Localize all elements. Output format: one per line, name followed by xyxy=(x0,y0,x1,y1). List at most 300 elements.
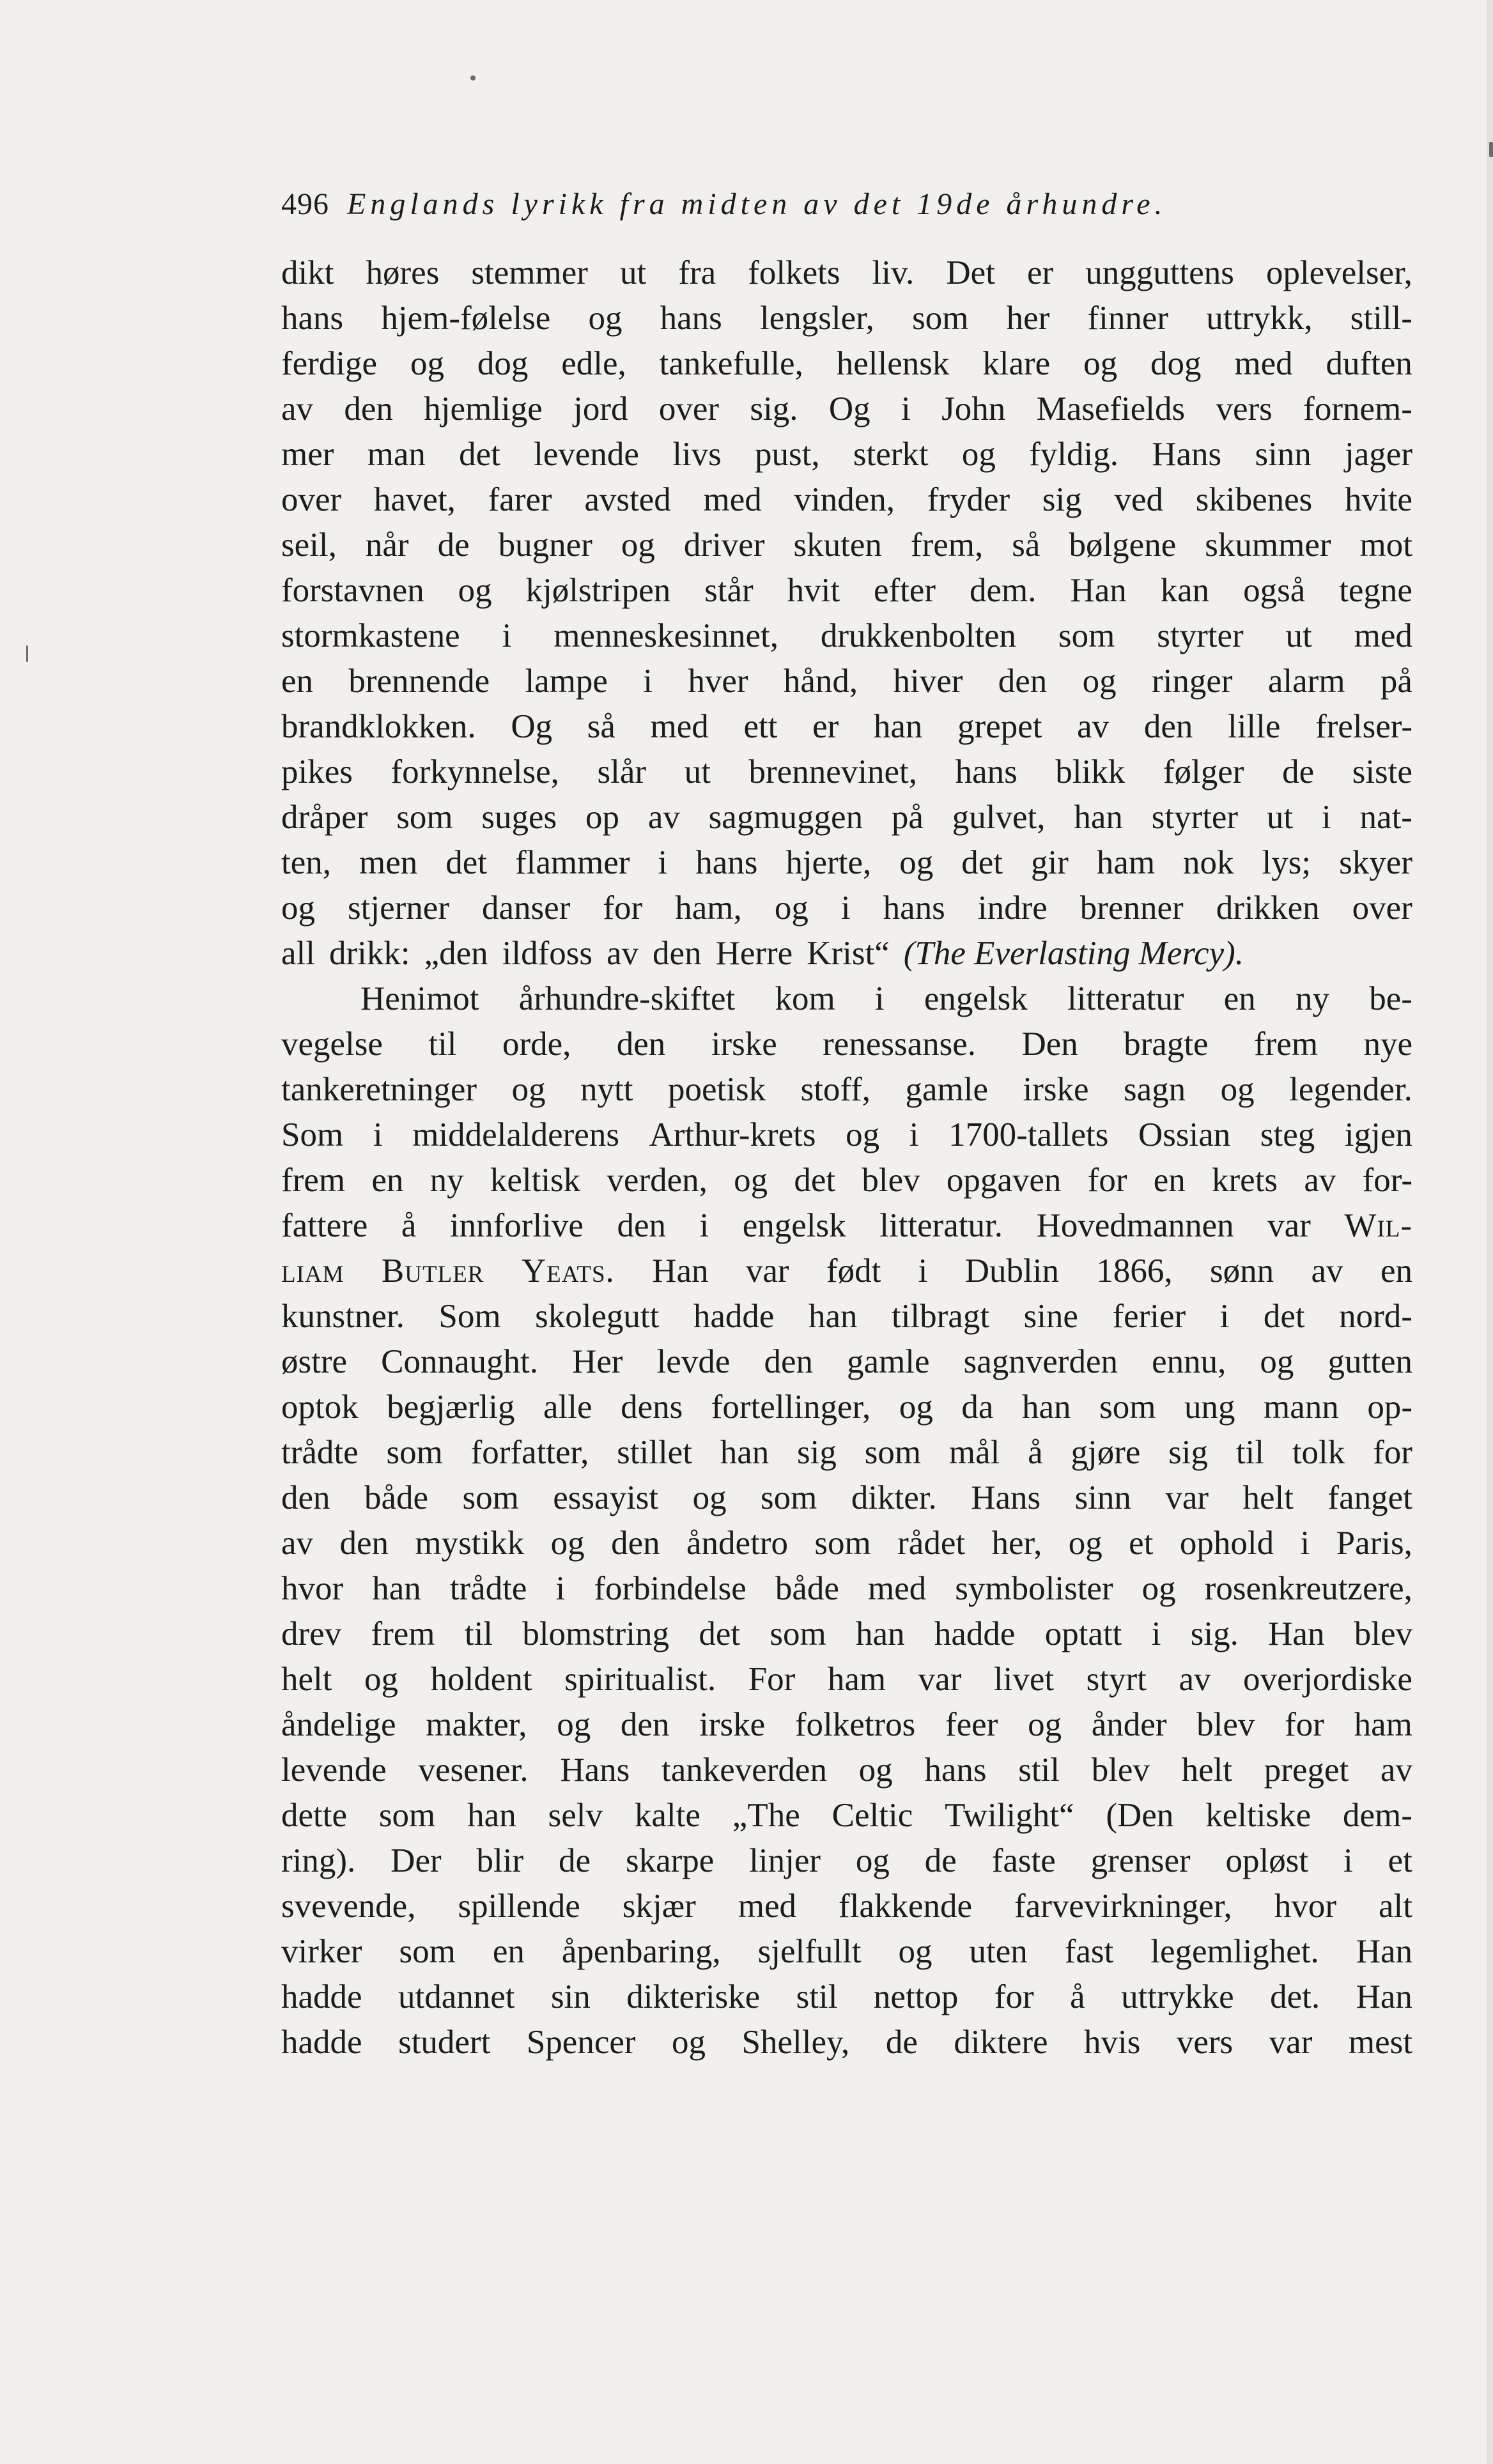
word: som xyxy=(761,1479,817,1516)
word: ham xyxy=(827,1661,886,1698)
word: i xyxy=(555,1570,566,1607)
word: Arthur-krets xyxy=(649,1116,816,1153)
scan-speck xyxy=(26,645,28,662)
word: Og xyxy=(828,390,870,427)
word: hadde xyxy=(281,1978,362,2015)
text-line xyxy=(281,1702,1412,1748)
word: og xyxy=(1220,1071,1255,1108)
word: dikter. xyxy=(851,1479,937,1516)
word: Shelley, xyxy=(741,2024,850,2061)
word: helt xyxy=(281,1661,332,1698)
word: danser xyxy=(482,889,571,927)
word: så xyxy=(587,708,615,745)
word: grenser xyxy=(1090,1842,1191,1879)
word: dog xyxy=(477,345,529,382)
word: med xyxy=(867,1570,927,1607)
word: og xyxy=(281,889,315,927)
word: legemlighet. xyxy=(1150,1933,1319,1970)
word: alarm xyxy=(1267,663,1345,700)
word: middelalderens xyxy=(412,1116,619,1153)
word: edle, xyxy=(561,345,626,382)
word: Hans xyxy=(560,1752,630,1789)
word: 1866, xyxy=(1096,1252,1173,1290)
word: Den xyxy=(1021,1026,1078,1063)
word: og xyxy=(550,1525,585,1562)
word: sagmuggen xyxy=(708,799,863,836)
word: ut xyxy=(684,753,711,790)
word: gjøre xyxy=(1071,1434,1141,1471)
word: i xyxy=(699,1207,709,1244)
word: sig xyxy=(1042,481,1082,518)
word: ham xyxy=(1096,844,1156,881)
word: blev xyxy=(1354,1615,1412,1652)
text-line xyxy=(281,1203,1412,1249)
word: litteratur. xyxy=(879,1207,1003,1244)
word: blev xyxy=(862,1162,920,1199)
word: over xyxy=(1352,889,1412,927)
word: i xyxy=(909,1116,919,1153)
word: havet, xyxy=(373,481,456,518)
word: avsted xyxy=(584,481,671,518)
word: makter, xyxy=(426,1706,527,1743)
word: og xyxy=(1028,1706,1062,1743)
word: sig xyxy=(1168,1434,1209,1471)
word: litteratur xyxy=(1067,980,1184,1017)
word: alt xyxy=(1379,1888,1412,1925)
word: som xyxy=(912,300,969,337)
word: tankefulle, xyxy=(659,345,803,382)
text-line xyxy=(281,1612,1412,1657)
word: i xyxy=(874,980,885,1017)
word: av xyxy=(1304,1162,1336,1199)
text-line xyxy=(281,1657,1412,1702)
word: av xyxy=(1380,1752,1412,1789)
word: Herre xyxy=(715,935,793,972)
word: gulvet, xyxy=(952,799,1046,836)
word: over xyxy=(658,390,720,427)
word: Han xyxy=(652,1252,709,1290)
word: den xyxy=(611,1525,660,1562)
word: var xyxy=(745,1252,789,1290)
text-line xyxy=(281,1884,1412,1929)
word: studert xyxy=(398,2024,491,2061)
word: overjordiske xyxy=(1243,1661,1412,1698)
word: mest xyxy=(1348,2024,1412,2061)
word: ånder xyxy=(1091,1706,1167,1743)
word: flakkende xyxy=(839,1888,972,1925)
word: Som xyxy=(438,1298,501,1335)
word: keltiske xyxy=(1205,1797,1311,1834)
word: for xyxy=(603,889,643,927)
word: lampe xyxy=(525,663,608,700)
word: op xyxy=(585,799,619,836)
word: lille xyxy=(1227,708,1281,745)
word: Twilight“ xyxy=(945,1797,1074,1834)
word: er xyxy=(1027,254,1054,291)
word: for xyxy=(994,1978,1034,2015)
word: ten, xyxy=(281,844,331,881)
word: Connaught. xyxy=(381,1343,538,1380)
word: pust, xyxy=(755,436,820,473)
text-line xyxy=(281,1022,1412,1067)
word: det. xyxy=(1270,1978,1320,2015)
word: å xyxy=(401,1207,417,1244)
word: tolk xyxy=(1292,1434,1345,1471)
word: blev xyxy=(1091,1752,1150,1789)
text-line xyxy=(281,250,1412,296)
word: Paris, xyxy=(1336,1525,1412,1562)
word: kan xyxy=(1160,572,1210,609)
word: det xyxy=(459,436,500,473)
word: og xyxy=(621,527,655,564)
word: og xyxy=(410,345,444,382)
word: skibenes xyxy=(1195,481,1313,518)
word: Som xyxy=(281,1116,344,1153)
word: stillet xyxy=(617,1434,692,1471)
word: sinn xyxy=(1255,436,1311,473)
word: og xyxy=(961,436,996,473)
word: trådte xyxy=(449,1570,527,1607)
text-line xyxy=(281,568,1412,613)
word: tankeverden xyxy=(661,1752,827,1789)
text-line xyxy=(281,1067,1412,1113)
text-line xyxy=(281,1385,1412,1430)
word: bølgene xyxy=(1069,527,1177,564)
word: slår xyxy=(597,753,647,790)
word: ny xyxy=(429,1162,464,1199)
word: av xyxy=(647,799,680,836)
word: følger xyxy=(1163,753,1244,790)
word: hans xyxy=(660,300,722,337)
word: styrt xyxy=(1086,1661,1147,1698)
word: den xyxy=(620,1706,670,1743)
word: han xyxy=(856,1615,905,1652)
word: skuten xyxy=(793,527,882,564)
word: den xyxy=(617,1207,666,1244)
word: diktere xyxy=(954,2024,1048,2061)
word: et xyxy=(1388,1842,1412,1879)
word: hellensk xyxy=(836,345,950,382)
word: driver xyxy=(683,527,765,564)
running-title: Englands lyrikk fra midten av det 19de århundre. xyxy=(347,187,1167,221)
scan-speck xyxy=(470,75,476,81)
word: duften xyxy=(1326,345,1412,382)
body-text xyxy=(281,250,1412,2065)
word: spillende xyxy=(458,1888,580,1925)
smallcaps-word: Butler xyxy=(381,1252,484,1290)
word: av xyxy=(607,935,639,972)
word: hadde xyxy=(934,1615,1016,1652)
word: sjelfullt xyxy=(757,1933,862,1970)
word: fryder xyxy=(927,481,1010,518)
word: hvite xyxy=(1344,481,1412,518)
word: uttrykke xyxy=(1121,1978,1234,2015)
word: han xyxy=(1021,1389,1071,1426)
word: det xyxy=(1263,1298,1305,1335)
word: frelser- xyxy=(1315,708,1412,745)
text-line xyxy=(281,976,1412,1022)
word: selv xyxy=(548,1797,603,1834)
word: og xyxy=(588,300,623,337)
word: forstavnen xyxy=(281,572,424,609)
word: flammer xyxy=(514,844,630,881)
word: krets xyxy=(1212,1162,1278,1199)
word: da xyxy=(961,1389,994,1426)
word: han xyxy=(720,1434,770,1471)
word: åndelige xyxy=(281,1706,396,1743)
word: jord xyxy=(573,390,628,427)
word: sagnverden xyxy=(963,1343,1118,1380)
word: renessanse. xyxy=(823,1026,977,1063)
word: stemmer xyxy=(471,254,588,291)
word: av xyxy=(1179,1661,1211,1698)
word: ennu, xyxy=(1152,1343,1226,1380)
word: og xyxy=(1141,1570,1176,1607)
word: orde, xyxy=(502,1026,571,1063)
word: med xyxy=(1354,617,1412,654)
word: folketros xyxy=(794,1706,916,1743)
word: han xyxy=(808,1298,858,1335)
word: mot xyxy=(1359,527,1412,564)
word: legender. xyxy=(1289,1071,1412,1108)
word: i xyxy=(658,844,668,881)
word: ferdige xyxy=(281,345,378,382)
word: Spencer xyxy=(526,2024,636,2061)
word: det xyxy=(699,1615,741,1652)
word: og xyxy=(511,1071,546,1108)
word: irske xyxy=(699,1706,766,1743)
word: her, xyxy=(991,1525,1042,1562)
word: står xyxy=(704,572,754,609)
word: Henimot xyxy=(360,980,479,1017)
word: frem, xyxy=(910,527,984,564)
word: den xyxy=(1143,708,1193,745)
word: ut xyxy=(1266,799,1294,836)
word: sinn xyxy=(1074,1479,1131,1516)
word: optatt xyxy=(1044,1615,1122,1652)
word: op- xyxy=(1367,1389,1412,1426)
word: frem xyxy=(281,1162,346,1199)
word: gamle xyxy=(847,1343,930,1380)
word: tilbragt xyxy=(891,1298,990,1335)
word: stormkastene xyxy=(281,617,460,654)
word: og xyxy=(692,1479,727,1516)
word: og xyxy=(672,2024,706,2061)
word: frem xyxy=(371,1615,435,1652)
word: man xyxy=(367,436,426,473)
word: grepet xyxy=(957,708,1042,745)
word: hånd, xyxy=(783,663,858,700)
word: og xyxy=(899,844,934,881)
word: helt xyxy=(1242,1479,1294,1516)
text-line xyxy=(281,1838,1412,1884)
word: blikk xyxy=(1055,753,1126,790)
word: John xyxy=(941,390,1006,427)
word: hvor xyxy=(281,1570,344,1607)
word: drikken xyxy=(1216,889,1320,927)
word: vers xyxy=(1216,390,1273,427)
word: stil xyxy=(796,1978,838,2015)
word: optok xyxy=(281,1389,359,1426)
word: nord- xyxy=(1339,1298,1412,1335)
word: han xyxy=(372,1570,421,1607)
word: de xyxy=(885,2024,918,2061)
word: det xyxy=(794,1162,836,1199)
word: drikk: xyxy=(329,935,410,972)
text-line xyxy=(281,1566,1412,1612)
word: kalte xyxy=(634,1797,700,1834)
text-line xyxy=(281,704,1412,750)
word: Celtic xyxy=(832,1797,913,1834)
word: over xyxy=(281,481,342,518)
word: i xyxy=(901,390,911,427)
word: levende xyxy=(534,436,639,473)
word: var xyxy=(918,1661,962,1698)
word: fyldig. xyxy=(1029,436,1118,473)
word: sine xyxy=(1023,1298,1078,1335)
word: og xyxy=(734,1162,768,1199)
word: var xyxy=(1269,2024,1313,2061)
word: trådte xyxy=(281,1434,359,1471)
word: lengsler, xyxy=(759,300,874,337)
word: han xyxy=(467,1797,516,1834)
word: han xyxy=(1074,799,1123,836)
word: sterkt xyxy=(853,436,929,473)
word: fast xyxy=(1064,1933,1114,1970)
word: og xyxy=(557,1706,591,1743)
word: åpenbaring, xyxy=(561,1933,721,1970)
word: til xyxy=(464,1615,493,1652)
word: hjem-følelse xyxy=(381,300,551,337)
word: gutten xyxy=(1327,1343,1412,1380)
word: ut xyxy=(1285,617,1312,654)
word: å xyxy=(1028,1434,1043,1471)
word: er xyxy=(812,708,839,745)
word: hvor xyxy=(1274,1888,1336,1925)
word: nettop xyxy=(873,1978,959,2015)
word: til xyxy=(428,1026,457,1063)
word: Her xyxy=(572,1343,623,1380)
word: efter xyxy=(874,572,936,609)
text-line xyxy=(281,296,1412,341)
word: til xyxy=(1235,1434,1265,1471)
word: indre xyxy=(977,889,1048,927)
word: som xyxy=(396,799,453,836)
word: sagn xyxy=(1124,1071,1186,1108)
page-edge-shadow xyxy=(1487,0,1493,2464)
word: hans xyxy=(695,844,758,881)
word: både xyxy=(775,1570,839,1607)
word: utdannet xyxy=(398,1978,515,2015)
word: med xyxy=(738,1888,797,1925)
running-head xyxy=(281,185,1167,224)
scan-speck xyxy=(1489,142,1493,157)
word: siste xyxy=(1352,753,1412,790)
word: blev xyxy=(1196,1706,1255,1743)
word: 1700-tallets xyxy=(948,1116,1109,1153)
word: Han xyxy=(1356,1978,1412,2015)
word: rosenkreutzere, xyxy=(1204,1570,1412,1607)
word: levde xyxy=(656,1343,731,1380)
word: hjemlige xyxy=(424,390,543,427)
word: ringer xyxy=(1152,663,1233,700)
word: dog xyxy=(1150,345,1202,382)
word: forbindelse xyxy=(594,1570,746,1607)
word: den xyxy=(764,1343,813,1380)
word: ring). xyxy=(281,1842,356,1879)
word: en xyxy=(1223,980,1256,1017)
word: for xyxy=(1087,1162,1127,1199)
word: en xyxy=(371,1162,404,1199)
word: be- xyxy=(1369,980,1412,1017)
word: mer xyxy=(281,436,334,473)
word: steg xyxy=(1260,1116,1315,1153)
word: Hovedmannen xyxy=(1036,1207,1234,1244)
word: hadde xyxy=(281,2024,362,2061)
word: irske xyxy=(1023,1071,1089,1108)
word: linjer xyxy=(749,1842,821,1879)
text-line xyxy=(281,1521,1412,1566)
word: dens xyxy=(621,1389,683,1426)
word: preget xyxy=(1264,1752,1349,1789)
word: for xyxy=(1373,1434,1412,1471)
word: Han xyxy=(1356,1933,1412,1970)
text-line xyxy=(281,931,1412,976)
text-line xyxy=(281,1793,1412,1838)
word: en xyxy=(1380,1252,1412,1290)
text-line xyxy=(281,886,1412,931)
word: For xyxy=(748,1661,796,1698)
word: all xyxy=(281,935,315,972)
word: hver xyxy=(688,663,748,700)
word: med xyxy=(650,708,709,745)
word: ophold xyxy=(1179,1525,1274,1562)
word: livs xyxy=(672,436,722,473)
word: av xyxy=(281,390,314,427)
word: brandklokken. xyxy=(281,708,476,745)
word: dråper xyxy=(281,799,368,836)
text-line xyxy=(281,1339,1412,1385)
word: hiver xyxy=(893,663,963,700)
text-line xyxy=(281,523,1412,568)
word: vers xyxy=(1176,2024,1234,2061)
word: symbolister xyxy=(955,1570,1113,1607)
word: sig. xyxy=(1190,1615,1239,1652)
word: ferier xyxy=(1112,1298,1186,1335)
word: essayist xyxy=(553,1479,659,1516)
word: Han xyxy=(1070,572,1127,609)
word: ung xyxy=(1184,1389,1235,1426)
word: fra xyxy=(678,254,716,291)
word: alle xyxy=(543,1389,592,1426)
word: seil, xyxy=(281,527,337,564)
word: stoff, xyxy=(800,1071,871,1108)
word: rådet xyxy=(897,1525,966,1562)
word: engelsk xyxy=(742,1207,846,1244)
word: så xyxy=(1012,527,1040,564)
word: sin xyxy=(550,1978,591,2015)
word: Hans xyxy=(1152,436,1222,473)
text-line xyxy=(281,1975,1412,2020)
word: stjerner xyxy=(348,889,449,927)
word: blir xyxy=(476,1842,524,1879)
word: sig. xyxy=(750,390,798,427)
word: igjen xyxy=(1344,1116,1412,1153)
word: levende xyxy=(281,1752,387,1789)
word: det xyxy=(961,844,1003,881)
text-line xyxy=(281,1748,1412,1793)
word: forkynnelse, xyxy=(391,753,559,790)
